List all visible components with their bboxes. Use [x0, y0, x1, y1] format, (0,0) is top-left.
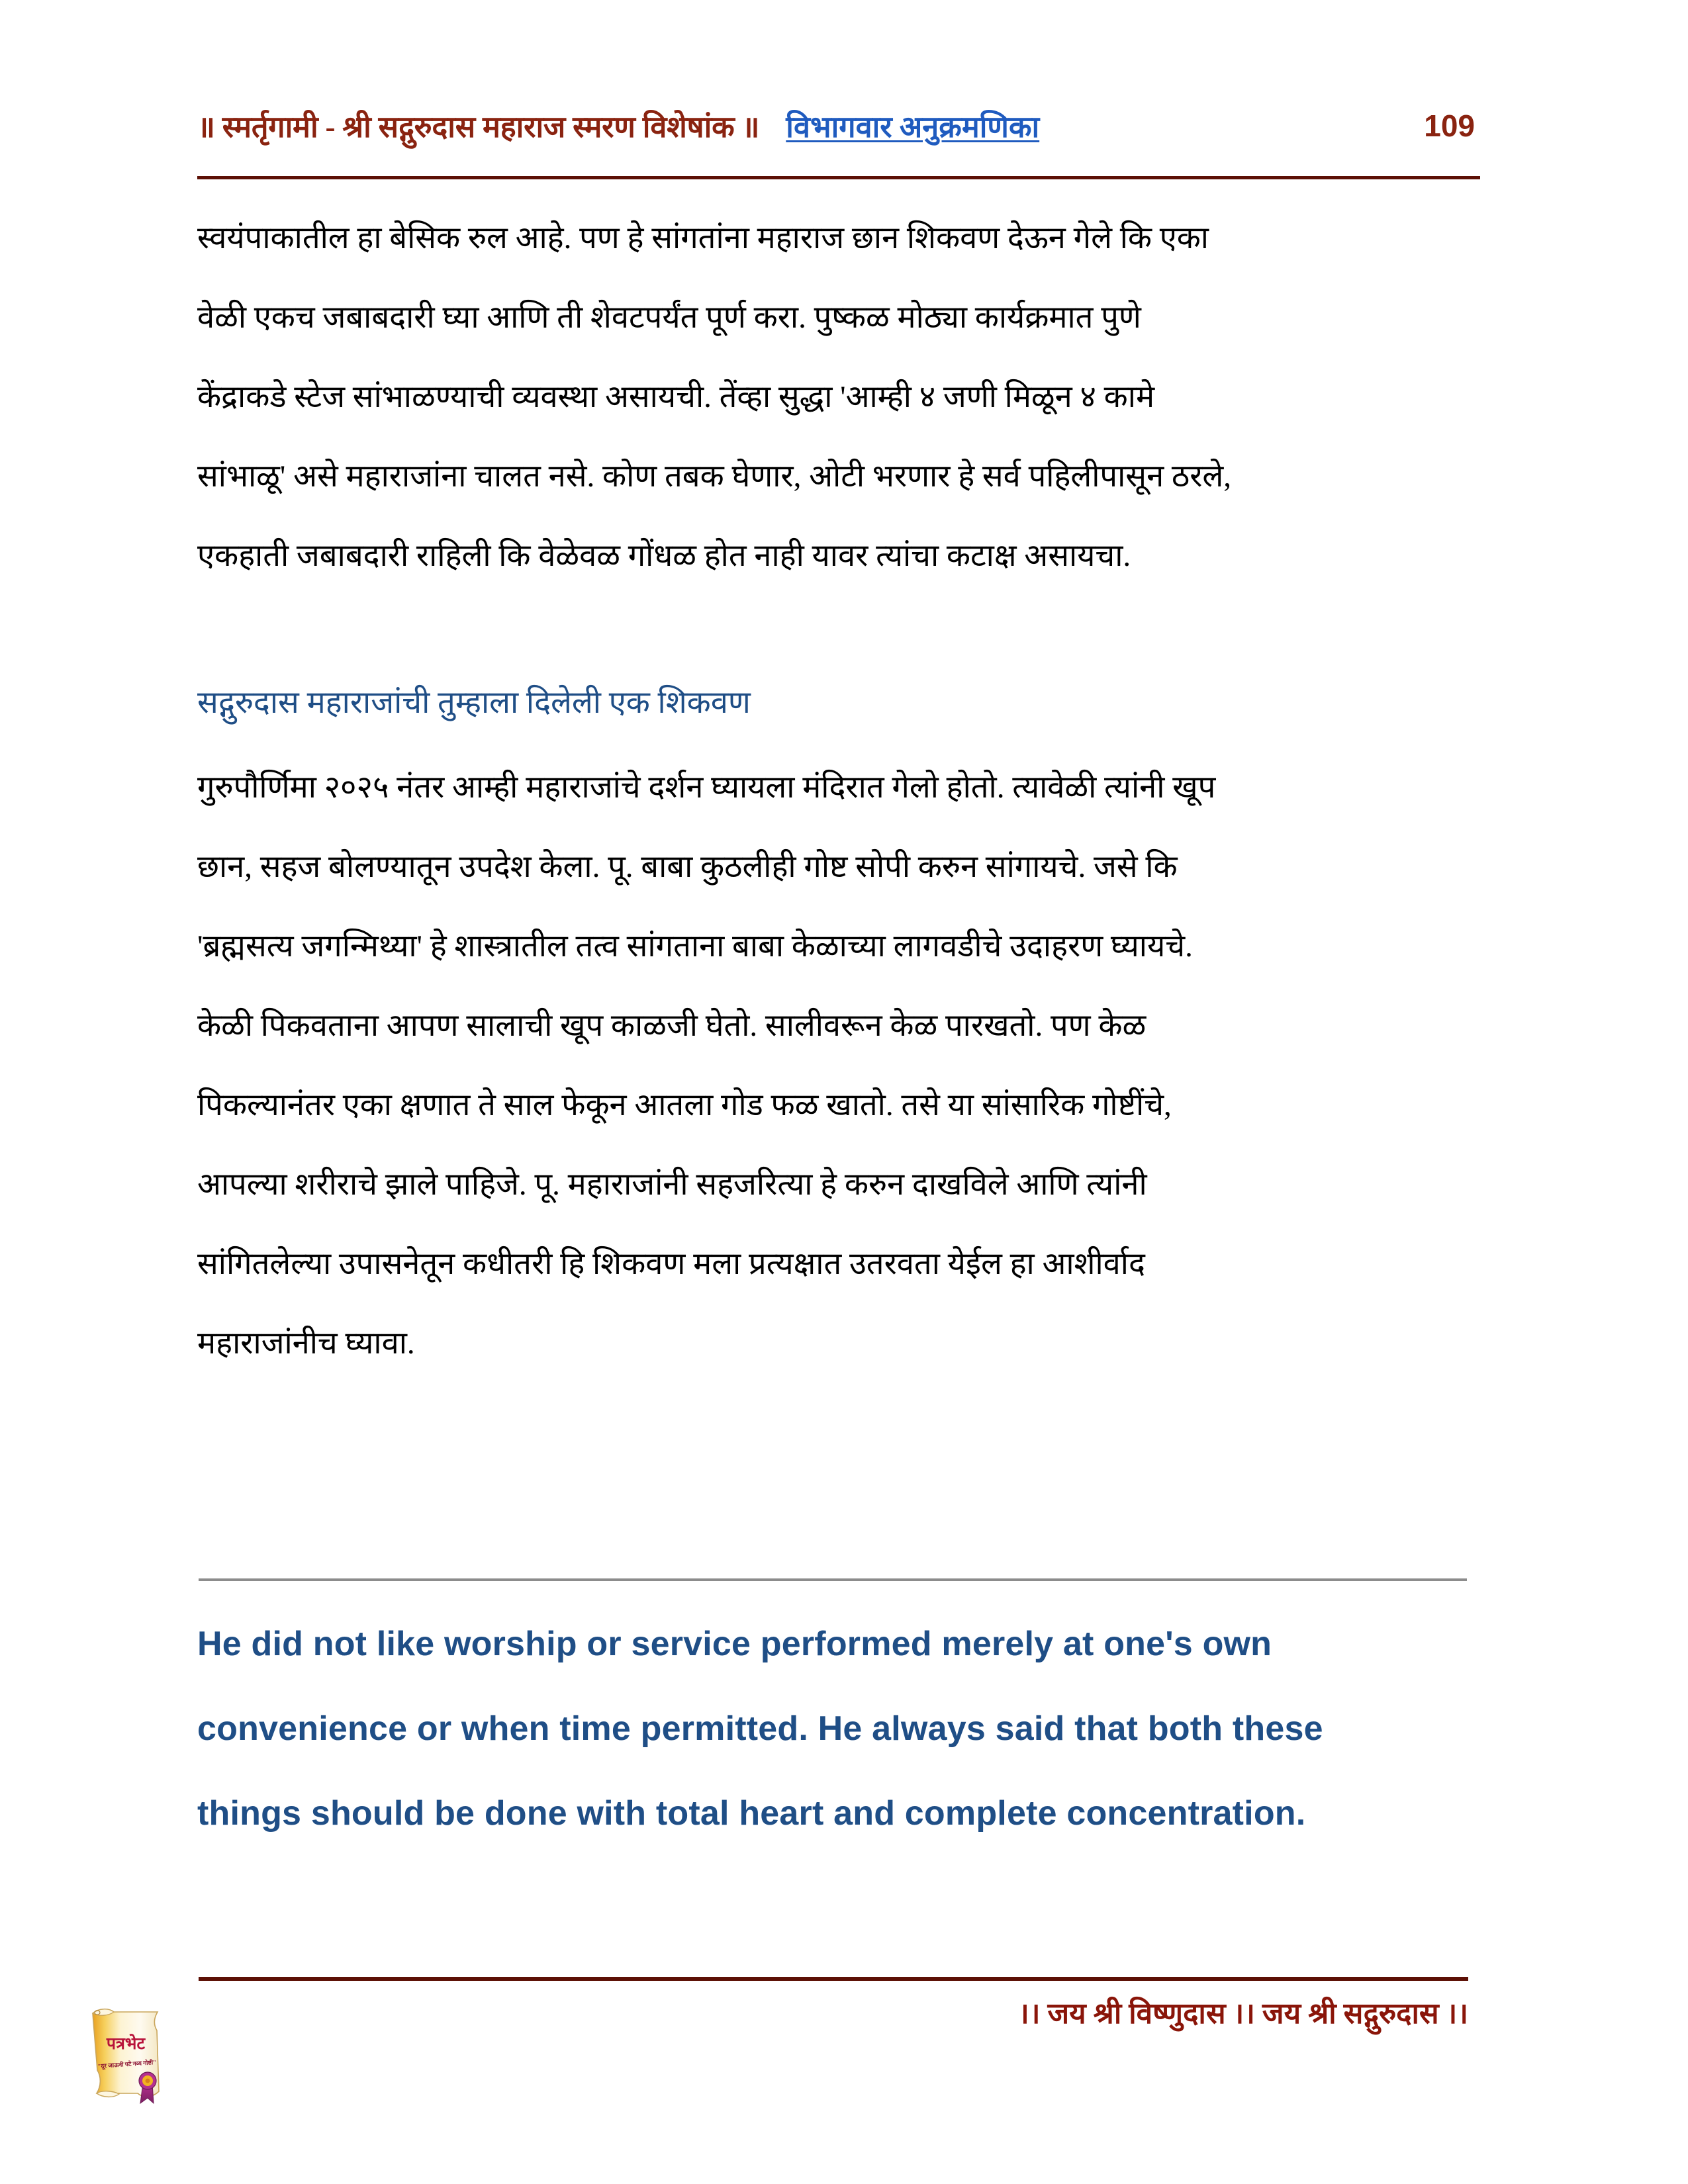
text-line: महाराजांनीच घ्यावा. — [197, 1326, 415, 1361]
text-line: वेळी एकच जबाबदारी घ्या आणि ती शेवटपर्यंत पूर्ण करा. पुष्कळ मोठ्या कार्यक्रमात पुणे — [197, 300, 1141, 335]
text-line: केळी पिकवताना आपण सालाची खूप काळजी घेतो. सालीवरून केळ पारखतो. पण केळ — [197, 1009, 1147, 1043]
text-line: 'ब्रह्मसत्य जगन्मिथ्या' हे शास्त्रातील तत्व सांगताना बाबा केळाच्या लागवडीचे उदाहरण घ्यायचे. — [197, 929, 1193, 964]
text-line: स्वयंपाकातील हा बेसिक रुल आहे. पण हे सांगतांना महाराज छान शिकवण देऊन गेले कि एका — [197, 221, 1209, 255]
article-body — [197, 199, 1491, 1383]
text-line: छान, सहज बोलण्यातून उपदेश केला. पू. बाबा कुठलीही गोष्ट सोपी करुन सांगायचे. जसे कि — [197, 850, 1178, 884]
index-link[interactable]: विभागवार अनुक्रमणिका — [786, 110, 1040, 144]
header-divider — [197, 176, 1480, 179]
text-line: गुरुपौर्णिमा २०२५ नंतर आम्ही महाराजांचे दर्शन घ्यायला मंदिरात गेलो होतो. त्यावेळी त्यांनी खूप — [197, 770, 1216, 805]
publication-title: ॥ स्मर्तृगामी - श्री सद्गुरुदास महाराज स्मरण विशेषांक ॥ — [197, 110, 760, 144]
text-line: आपल्या शरीराचे झाले पाहिजे. पू. महाराजांनी सहजरित्या हे करुन दाखविले आणि त्यांनी — [197, 1167, 1147, 1202]
section-subheading: सद्गुरुदास महाराजांची तुम्हाला दिलेली एक शिकवण — [197, 686, 751, 720]
vertical-spacer — [197, 739, 1491, 748]
footer-invocation: ।। जय श्री विष्णुदास ।। जय श्री सद्गुरुदास ।। — [1018, 1997, 1468, 2030]
text-line: सांगितलेल्या उपासनेतून कधीतरी हि शिकवण मला प्रत्यक्षात उतरवता येईल हा आशीर्वाद — [197, 1247, 1145, 1281]
vertical-spacer — [197, 596, 1491, 667]
text-line: सांभाळू' असे महाराजांना चालत नसे. कोण तबक घेणार, ओटी भरणार हे सर्व पहिलीपासून ठरले, — [197, 459, 1232, 494]
english-line: convenience or when time permitted. He always said that both these — [197, 1709, 1323, 1748]
footer-divider — [199, 1977, 1468, 1981]
english-translation-block — [197, 1602, 1495, 1856]
logo-tagline: "दूर जाऊनी पटे नव्य गोष्टी" — [97, 2058, 157, 2070]
scroll-icon — [79, 1999, 175, 2105]
text-line: केंद्राकडे स्टेज सांभाळण्याची व्यवस्था असायची. तेंव्हा सुद्धा 'आम्ही ४ जणी मिळून ४ कामे — [197, 380, 1155, 414]
english-line: He did not like worship or service performed merely at one's own — [197, 1625, 1272, 1663]
page-header — [197, 94, 1480, 158]
paragraph-two — [197, 748, 1491, 1383]
quote-divider — [199, 1578, 1467, 1581]
paragraph-one — [197, 199, 1491, 596]
patrabhet-scroll-logo — [79, 1999, 175, 2105]
logo-title: पत्रभेट — [106, 2035, 146, 2053]
page-number: 109 — [1424, 109, 1475, 143]
english-line: things should be done with total heart and complete concentration. — [197, 1794, 1306, 1833]
text-line: पिकल्यानंतर एका क्षणात ते साल फेकून आतला गोड फळ खातो. तसे या सांसारिक गोष्टींचे, — [197, 1088, 1172, 1122]
text-line: एकहाती जबाबदारी राहिली कि वेळेवळ गोंधळ होत नाही यावर त्यांचा कटाक्ष असायचा. — [197, 539, 1131, 573]
